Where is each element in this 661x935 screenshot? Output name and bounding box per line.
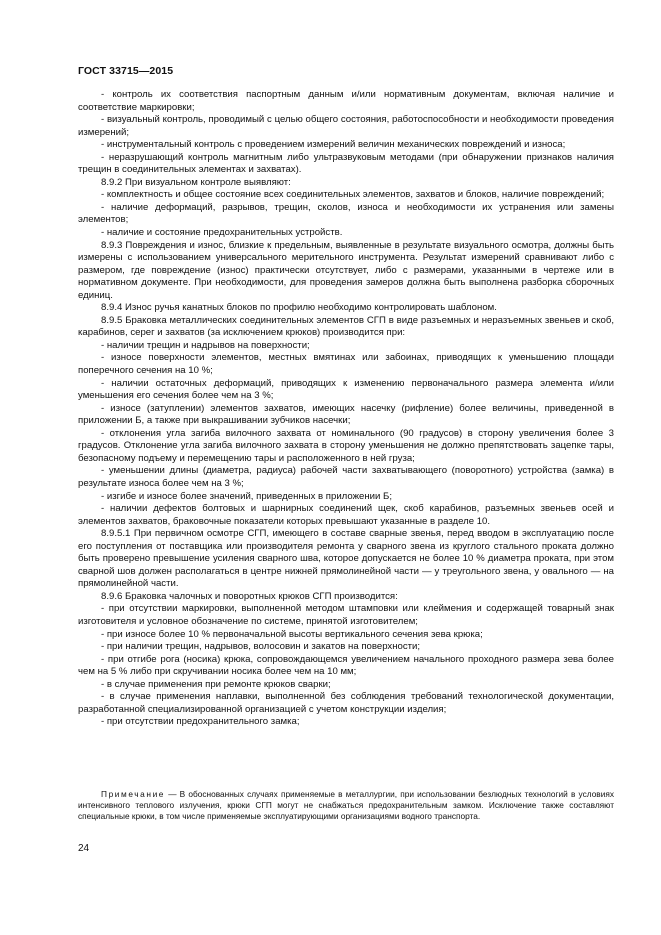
paragraph: - инструментальный контроль с проведением измерений величин механических повреждений и износа; (101, 139, 566, 151)
section-8-9-3: 8.9.3 Повреждения и износ, близкие к предельным, выявленные в результате визуального осмотра, должны быть измерены с использованием универсального мерительного инструмента. Результат измерений сравнивают либо с размером, где повреждение (износ) практически отсутствует, либо с размерами, указанными в чертеже или в нормативном документе. При необходимости, для проведения замеров должна быть выполнена разборка сборочных единиц. (78, 239, 614, 301)
page-number: 24 (78, 843, 90, 854)
paragraph: - неразрушающий контроль магнитным либо ультразвуковым методами (при обнаружении признаков наличия трещин в соединительных элементах и захватах). (78, 151, 614, 176)
note-text: — В обоснованных случаях применяемые в металлургии, при использовании безлюдных технологий в условиях интенсивного теплового излучения, крюки СГП могут не снабжаться предохранительным замком. Исключение также составляют специальные крюки, в том числе применяемые эксплуатирующими организациями водного транспорта. (78, 789, 614, 821)
section-8-9-6: 8.9.6 Браковка чалочных и поворотных крюков СГП производится: (101, 590, 398, 602)
paragraph: - контроль их соответствия паспортным данным и/или нормативным документам, включая наличие и соответствие маркировки; (78, 89, 614, 113)
paragraph: - уменьшении длины (диаметра, радиуса) рабочей части захватывающего (поворотного) устройства (замка) в результате износа более чем на 3 %; (78, 465, 614, 489)
note-block (78, 789, 614, 822)
paragraph: - наличие и состояние предохранительных устройств. (101, 227, 343, 239)
note-label: Примечание (101, 789, 166, 799)
paragraph: - изгибе и износе более значений, приведенных в приложении Б; (101, 490, 393, 502)
paragraph: - при отсутствии маркировки, выполненной методом штамповки или клеймения и содержащей товарный знак изготовителя и условное обозначение по системе, принятой изготовителем; (78, 603, 614, 627)
paragraph: - наличии остаточных деформаций, приводящих к изменению первоначального размера элемента и/или уменьшения его сечения более чем на 3 %; (78, 377, 614, 402)
section-8-9-4: 8.9.4 Износ ручья канатных блоков по профилю необходимо контролировать шаблоном. (101, 302, 497, 314)
paragraph: - наличии трещин и надрывов на поверхности; (101, 339, 310, 351)
paragraph: - наличие деформаций, разрывов, трещин, сколов, износа и необходимости их устранения или замены элементов; (78, 201, 614, 226)
paragraph: - при износе более 10 % первоначальной высоты вертикального сечения зева крюка; (101, 628, 483, 640)
paragraph: - износе поверхности элементов, местных вмятинах или забоинах, приводящих к уменьшению площади поперечного сечения на 10 %; (78, 352, 614, 377)
paragraph: - отклонения угла загиба вилочного захвата от номинального (90 градусов) в сторону увеличения более 3 градусов. Отклонение угла загиба вилочного захвата в сторону уменьшения не должно препятствовать зацепке тары, безопасному подъему и перемещению тары и расположенного в ней груза; (78, 427, 614, 464)
section-8-9-5: 8.9.5 Браковка металлических соединительных элементов СГП в виде разъемных и неразъемных звеньев и скоб, карабинов, серег и захватов (за исключением крюков) производится при: (78, 314, 614, 339)
paragraph: - при отсутствии предохранительного замка; (101, 716, 300, 728)
paragraph: - при наличии трещин, надрывов, волосовин и закатов на поверхности; (101, 641, 421, 653)
section-8-9-5-1: 8.9.5.1 При первичном осмотре СГП, имеющего в составе сварные звенья, перед вводом в эксплуатацию после его поступления от поставщика или производителя ремонта у сварного звена из круглого стального проката должно быть проверено превышение усиления сварного шва, которое допускается не более 10 % диаметра проката, при этом сварной шов должен располагаться в центре нижней прямолинейной части — у треугольного звена, у овального — на прямолинейной части. (78, 528, 614, 590)
paragraph: - в случае применения при ремонте крюков сварки; (101, 678, 331, 690)
section-8-9-2: 8.9.2 При визуальном контроле выявляют: (101, 176, 291, 188)
document-body (78, 89, 614, 729)
paragraph: - износе (затуплении) элементов захватов, имеющих насечку (рифление) более величины, приведенной в приложении Б, а также при выкрашивании зубчиков насечки; (78, 402, 614, 427)
paragraph: - комплектность и общее состояние всех соединительных элементов, захватов и блоков, наличие повреждений; (101, 189, 605, 201)
paragraph: - визуальный контроль, проводимый с целью общего состояния, работоспособности и необходимости проведения измерений; (78, 114, 614, 138)
paragraph: - при отгибе рога (носика) крюка, сопровождающемся увеличением начального проходного размера зева более чем на 5 % либо при скручивании носика более чем на 10 мм; (78, 653, 614, 678)
paragraph: - в случае применения наплавки, выполненной без соблюдения требований технологической документации, разработанной специализированной организацией с учетом конструкции изделия; (78, 691, 614, 715)
page-header: ГОСТ 33715—2015 (78, 65, 174, 77)
paragraph: - наличии дефектов болтовых и шарнирных соединений щек, скоб карабинов, разъемных звеньев осей и элементов захватов, браковочные показатели которых превышают указанные в разделе 10. (78, 503, 614, 527)
